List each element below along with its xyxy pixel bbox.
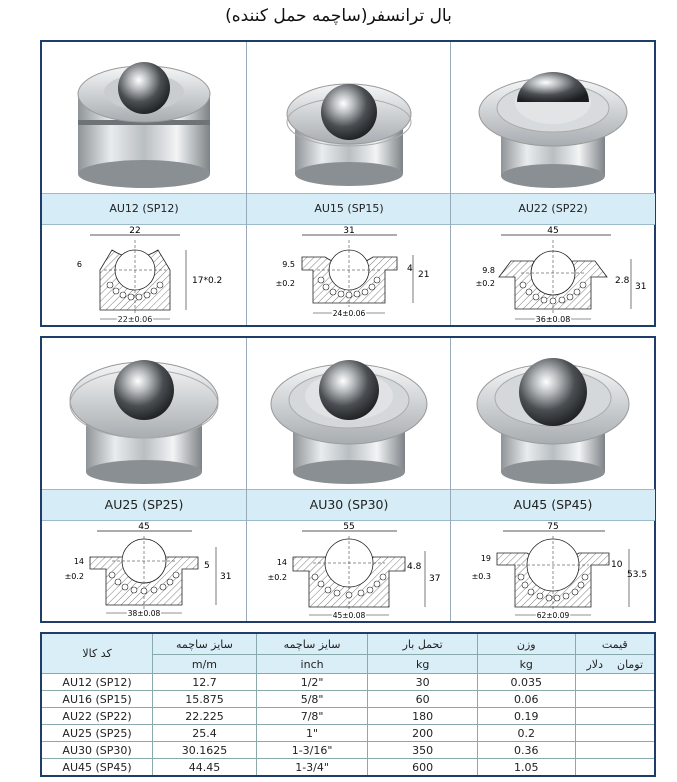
cell-load: 350	[368, 742, 478, 759]
cell-inch: 1"	[256, 725, 368, 742]
product-photo	[451, 42, 655, 192]
product-photo	[42, 338, 246, 488]
svg-text:9.5: 9.5	[282, 260, 295, 269]
cell-price	[575, 742, 655, 759]
svg-text:24±0.06: 24±0.06	[332, 309, 366, 318]
product-au15	[246, 42, 451, 325]
spec-table	[40, 632, 656, 777]
cell-mm: 15.875	[153, 691, 257, 708]
cell-mm: 44.45	[153, 759, 257, 777]
cell-price	[575, 674, 655, 691]
header-ball-size-inch: سایز ساچمه	[256, 633, 368, 655]
cell-inch: 7/8"	[256, 708, 368, 725]
product-model-label: AU45 (SP45)	[451, 489, 655, 521]
product-model-label: AU12 (SP12)	[42, 193, 246, 225]
cell-weight: 0.19	[477, 708, 575, 725]
header-ball-size-unit: m/m	[153, 655, 257, 674]
svg-text:36±0.08: 36±0.08	[535, 315, 571, 324]
cell-code: AU25 (SP25)	[41, 725, 153, 742]
svg-text:45: 45	[547, 226, 559, 236]
header-price-currencies	[575, 655, 655, 674]
svg-text:75: 75	[547, 522, 559, 532]
dimension-drawing	[247, 225, 451, 325]
product-panel-2	[40, 336, 656, 623]
header-ball-size: سایز ساچمه	[153, 633, 257, 655]
header-price-toman: تومان	[616, 657, 644, 671]
cell-weight: 0.035	[477, 674, 575, 691]
svg-text:14: 14	[276, 558, 287, 567]
table-row	[41, 708, 655, 725]
page-title: بال ترانسفر(ساچمه حمل کننده)	[225, 6, 452, 26]
product-photo	[451, 338, 655, 488]
svg-text:6: 6	[76, 260, 82, 269]
cell-weight: 1.05	[477, 759, 575, 777]
header-load-unit: kg	[368, 655, 478, 674]
cell-load: 30	[368, 674, 478, 691]
cell-mm: 12.7	[153, 674, 257, 691]
svg-text:37: 37	[429, 574, 441, 584]
product-photo	[42, 42, 246, 192]
cell-price	[575, 691, 655, 708]
cell-load: 180	[368, 708, 478, 725]
cell-weight: 0.2	[477, 725, 575, 742]
header-price-dollar: دلار	[586, 657, 603, 671]
dimension-drawing	[451, 521, 655, 621]
svg-text:31: 31	[343, 226, 355, 236]
svg-text:4: 4	[407, 264, 413, 274]
svg-text:10: 10	[611, 560, 623, 570]
product-au30	[246, 338, 451, 621]
svg-text:14: 14	[73, 557, 84, 566]
product-model-label: AU25 (SP25)	[42, 489, 246, 521]
cell-mm: 25.4	[153, 725, 257, 742]
svg-text:±0.2: ±0.2	[475, 279, 495, 288]
svg-text:±0.2: ±0.2	[267, 573, 287, 582]
svg-text:22: 22	[129, 226, 141, 236]
table-row	[41, 759, 655, 777]
svg-text:45±0.08: 45±0.08	[332, 611, 366, 620]
table-row	[41, 742, 655, 759]
cell-code: AU45 (SP45)	[41, 759, 153, 777]
cell-weight: 0.36	[477, 742, 575, 759]
header-weight: وزن	[477, 633, 575, 655]
cell-inch: 1-3/4"	[256, 759, 368, 777]
svg-text:31: 31	[220, 572, 232, 582]
dimension-drawing	[247, 521, 451, 621]
svg-text:17*0.2: 17*0.2	[192, 276, 223, 286]
table-row	[41, 691, 655, 708]
cell-mm: 22.225	[153, 708, 257, 725]
cell-load: 60	[368, 691, 478, 708]
dimension-drawing	[42, 225, 246, 325]
table-row	[41, 725, 655, 742]
product-au45	[450, 338, 655, 621]
cell-inch: 5/8"	[256, 691, 368, 708]
cell-code: AU30 (SP30)	[41, 742, 153, 759]
svg-text:9.8: 9.8	[482, 266, 495, 275]
dimension-drawing	[42, 521, 246, 621]
svg-text:55: 55	[343, 522, 355, 532]
cell-mm: 30.1625	[153, 742, 257, 759]
table-row	[41, 674, 655, 691]
cell-load: 600	[368, 759, 478, 777]
product-model-label: AU22 (SP22)	[451, 193, 655, 225]
cell-code: AU12 (SP12)	[41, 674, 153, 691]
product-photo	[247, 42, 451, 192]
dimension-drawing	[451, 225, 655, 325]
svg-text:±0.2: ±0.2	[64, 572, 84, 581]
svg-text:21: 21	[418, 270, 430, 280]
cell-inch: 1-3/16"	[256, 742, 368, 759]
product-au22	[450, 42, 655, 325]
svg-text:±0.2: ±0.2	[275, 279, 295, 288]
svg-text:22±0.06: 22±0.06	[117, 315, 153, 324]
header-code: کد کالا	[41, 633, 153, 674]
cell-price	[575, 725, 655, 742]
svg-text:38±0.08: 38±0.08	[127, 609, 161, 618]
svg-text:19: 19	[480, 554, 491, 563]
svg-text:5: 5	[204, 561, 210, 571]
header-price: قیمت	[575, 633, 655, 655]
product-model-label: AU30 (SP30)	[247, 489, 451, 521]
header-ball-size-inch-unit: inch	[256, 655, 368, 674]
svg-text:4.8: 4.8	[407, 562, 422, 572]
svg-text:62±0.09: 62±0.09	[536, 611, 570, 620]
cell-load: 200	[368, 725, 478, 742]
product-au25	[42, 338, 246, 621]
product-panel-1	[40, 40, 656, 327]
product-au12	[42, 42, 246, 325]
svg-text:53.5: 53.5	[627, 570, 648, 580]
svg-text:2.8: 2.8	[615, 276, 630, 286]
svg-text:31: 31	[635, 282, 647, 292]
header-weight-unit: kg	[477, 655, 575, 674]
cell-code: AU22 (SP22)	[41, 708, 153, 725]
cell-weight: 0.06	[477, 691, 575, 708]
product-photo	[247, 338, 451, 488]
header-load: تحمل بار	[368, 633, 478, 655]
svg-text:45: 45	[138, 522, 150, 532]
cell-price	[575, 759, 655, 777]
product-model-label: AU15 (SP15)	[247, 193, 451, 225]
cell-code: AU16 (SP15)	[41, 691, 153, 708]
svg-text:±0.3: ±0.3	[471, 572, 491, 581]
cell-price	[575, 708, 655, 725]
cell-inch: 1/2"	[256, 674, 368, 691]
